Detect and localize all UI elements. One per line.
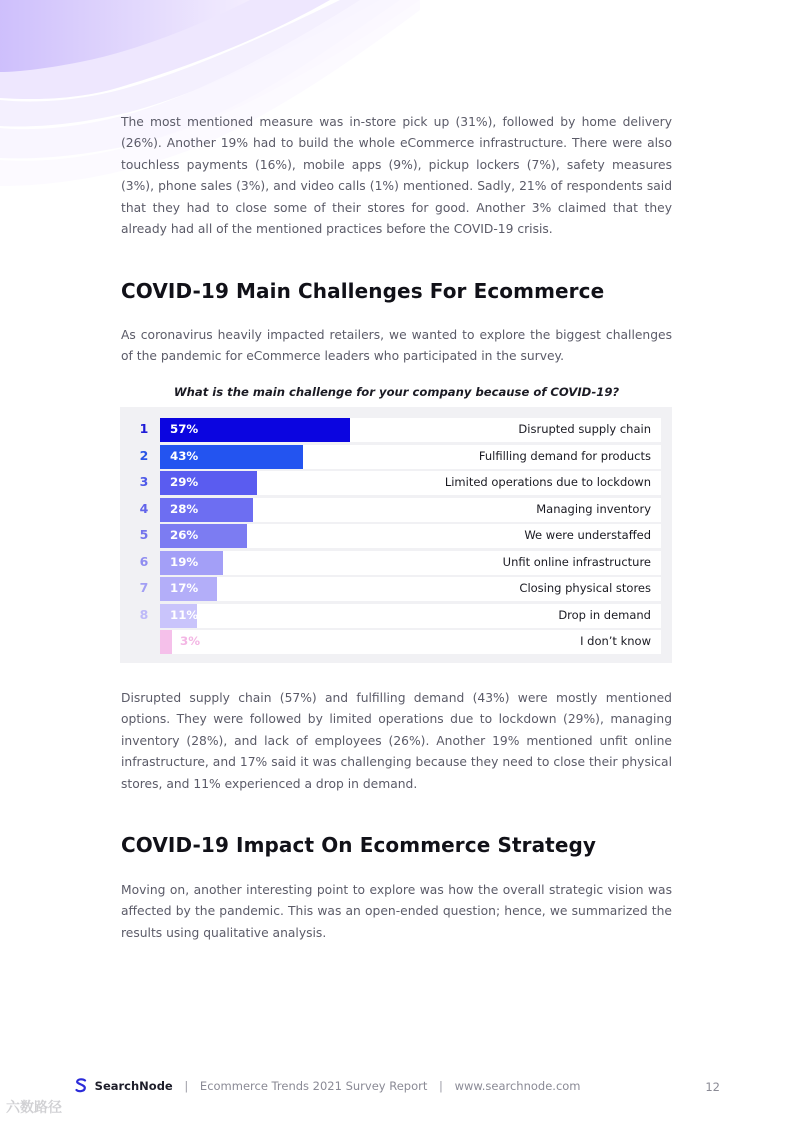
chart-row (120, 604, 672, 628)
page-number: 12 (705, 1080, 720, 1094)
chart-rank-label: 6 (139, 553, 149, 569)
chart-row (120, 524, 672, 548)
chart-row (120, 498, 672, 522)
chart-category-label: I don’t know (580, 634, 651, 648)
section-heading-challenges: COVID-19 Main Challenges For Ecommerce (121, 279, 605, 303)
chart-row (120, 630, 672, 654)
chart-row (120, 471, 672, 495)
chart-rank-label: 5 (139, 527, 149, 542)
chart-category-label: We were understaffed (524, 528, 651, 542)
chart-value-label: 29% (170, 475, 199, 489)
chart-row (120, 418, 672, 442)
watermark-text: 六数路径 (6, 1100, 62, 1116)
chart-category-label: Disrupted supply chain (518, 422, 651, 436)
searchnode-logo-icon (75, 1078, 87, 1093)
chart-rank-label: 2 (139, 447, 149, 463)
chart-rank-label: 3 (139, 474, 149, 489)
chart-category-label: Unfit online infrastructure (502, 554, 651, 569)
chart-value-label: 57% (170, 422, 199, 436)
footer-url[interactable]: www.searchnode.com (454, 1079, 581, 1093)
intro-paragraph: The most mentioned measure was in-store pick up (31%), followed by home delivery (26%). Another 19% had to build the whole eCommerce infrastructure. There were also touchless payments (16%), mobile apps (9%), pickup lockers (7%), safety measures (3%), phone sales (3%), and video calls (1%) mentioned. Sadly, 21% of respondents said that they had to close some of their stores for good. Another 3% claimed that they already had all of the mentioned practices before the COVID-19 crisis. (121, 115, 672, 237)
challenges-bar-chart (120, 407, 672, 663)
chart-rank-label: 4 (139, 500, 149, 516)
chart-value-label: 11% (170, 607, 199, 622)
chart-row (120, 577, 672, 601)
footer-separator: | (439, 1079, 443, 1093)
chart-category-label: Managing inventory (536, 501, 651, 516)
footer-report-title: Ecommerce Trends 2021 Survey Report (199, 1079, 428, 1093)
chart-rank-label: 8 (139, 606, 149, 622)
section-heading-strategy: COVID-19 Impact On Ecommerce Strategy (121, 833, 597, 857)
page-footer (75, 1078, 581, 1096)
footer-separator: | (184, 1079, 189, 1093)
chart-value-label: 17% (170, 581, 199, 595)
chart-value-label: 43% (170, 448, 199, 463)
strategy-intro-paragraph: Moving on, another interesting point to explore was how the overall strategic vision was affected by the pandemic. This was an open-ended question; hence, we summarized the results using qualitative analysis. (121, 883, 672, 940)
chart-category-label: Drop in demand (558, 607, 651, 622)
chart-category-label: Limited operations due to lockdown (444, 475, 651, 489)
chart-value-label: 3% (180, 634, 201, 648)
challenges-summary-paragraph: Disrupted supply chain (57%) and fulfilling demand (43%) were mostly mentioned options. They were followed by limited operations due to lockdown (29%), managing inventory (28%), and lack of employees (26%). Another 19% mentioned unfit online infrastructure, and 17% said it was challenging because they need to close their physical stores, and 11% experienced a drop in demand. (121, 691, 672, 791)
chart-rank-label: 1 (139, 421, 149, 436)
chart-value-label: 26% (170, 528, 199, 542)
chart-category-label: Closing physical stores (519, 581, 651, 595)
chart-value-label: 28% (170, 501, 199, 516)
chart-bar (160, 630, 172, 654)
chart-row (120, 445, 672, 469)
challenges-intro-paragraph: As coronavirus heavily impacted retailers, we wanted to explore the biggest challenges of the pandemic for eCommerce leaders who participated in the survey. (121, 328, 672, 364)
chart-row (120, 551, 672, 575)
chart-value-label: 19% (170, 554, 199, 569)
footer-brand: SearchNode (94, 1079, 173, 1093)
chart-title: What is the main challenge for your company because of COVID-19? (173, 385, 620, 399)
chart-category-label: Fulfilling demand for products (478, 448, 651, 463)
chart-rank-label: 7 (139, 580, 149, 595)
